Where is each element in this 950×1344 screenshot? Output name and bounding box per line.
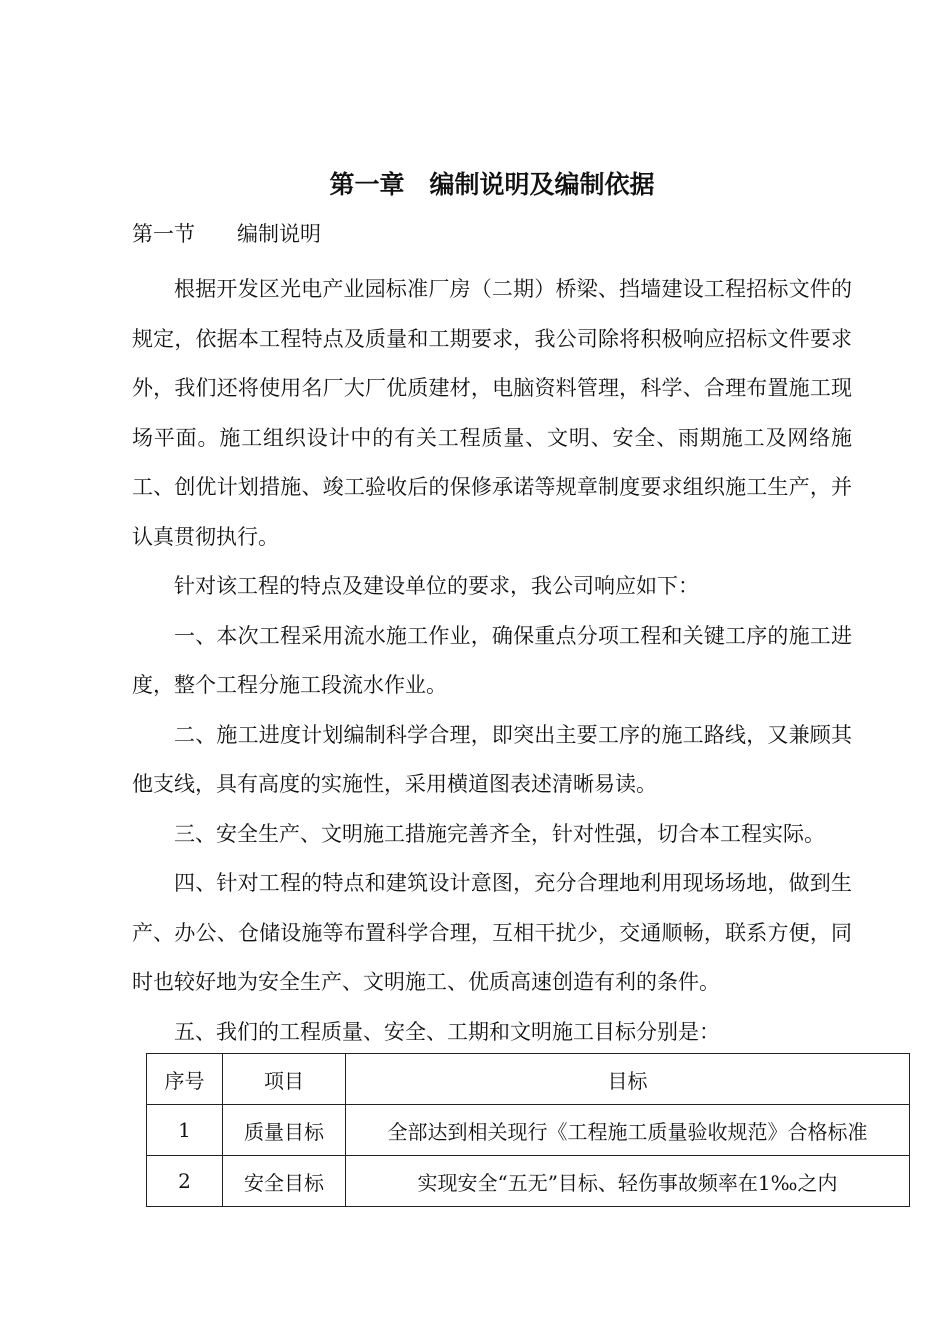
paragraph-basis: 根据开发区光电产业园标准厂房（二期）桥梁、挡墙建设工程招标文件的规定，依据本工程特点及质量和工期要求，我公司除将积极响应招标文件要求外，我们还将使用名厂大厂优质建材，电脑资料管理，科学、合理布置施工现场平面。施工组织设计中的有关工程质量、文明、安全、雨期施工及网络施工、创优计划措施、竣工验收后的保修承诺等规章制度要求组织施工生产，并认真贯彻执行。 [132, 277, 852, 549]
paragraph-item-4: 四、针对工程的特点和建筑设计意图，充分合理地利用现场场地，做到生产、办公、仓储设施等布置科学合理，互相干扰少，交通顺畅，联系方便，同时也较好地为安全生产、文明施工、优质高速创造有利的条件。 [132, 871, 852, 994]
row-goal: 全部达到相关现行《工程施工质量验收规范》合格标准 [346, 1105, 910, 1156]
header-goal: 目标 [346, 1054, 910, 1105]
row-index: 2 [147, 1156, 223, 1207]
table-row [147, 1105, 910, 1156]
header-item: 项目 [223, 1054, 346, 1105]
row-item: 质量目标 [223, 1105, 346, 1156]
goals-table [146, 1053, 910, 1207]
body-text [132, 265, 852, 1057]
paragraph-item-3: 三、安全生产、文明施工措施完善齐全，针对性强，切合本工程实际。 [174, 821, 825, 846]
row-goal: 实现安全“五无”目标、轻伤事故频率在1‰之内 [346, 1156, 910, 1207]
paragraph-item-2: 二、施工进度计划编制科学合理，即突出主要工序的施工路线，又兼顾其他支线，具有高度的实施性，采用横道图表述清晰易读。 [132, 722, 852, 796]
header-index: 序号 [147, 1054, 223, 1105]
paragraph-item-5: 五、我们的工程质量、安全、工期和文明施工目标分别是： [174, 1019, 720, 1044]
row-item: 安全目标 [223, 1156, 346, 1207]
table-row [147, 1156, 910, 1207]
paragraph-response-intro: 针对该工程的特点及建设单位的要求，我公司响应如下： [174, 574, 699, 598]
section-title: 第一节 编制说明 [132, 222, 321, 246]
paragraph-item-1: 一、本次工程采用流水施工作业，确保重点分项工程和关键工序的施工进度，整个工程分施工段流水作业。 [132, 623, 852, 697]
table-header-row [147, 1054, 910, 1105]
chapter-title: 第一章 编制说明及编制依据 [329, 170, 655, 199]
row-index: 1 [147, 1105, 223, 1156]
